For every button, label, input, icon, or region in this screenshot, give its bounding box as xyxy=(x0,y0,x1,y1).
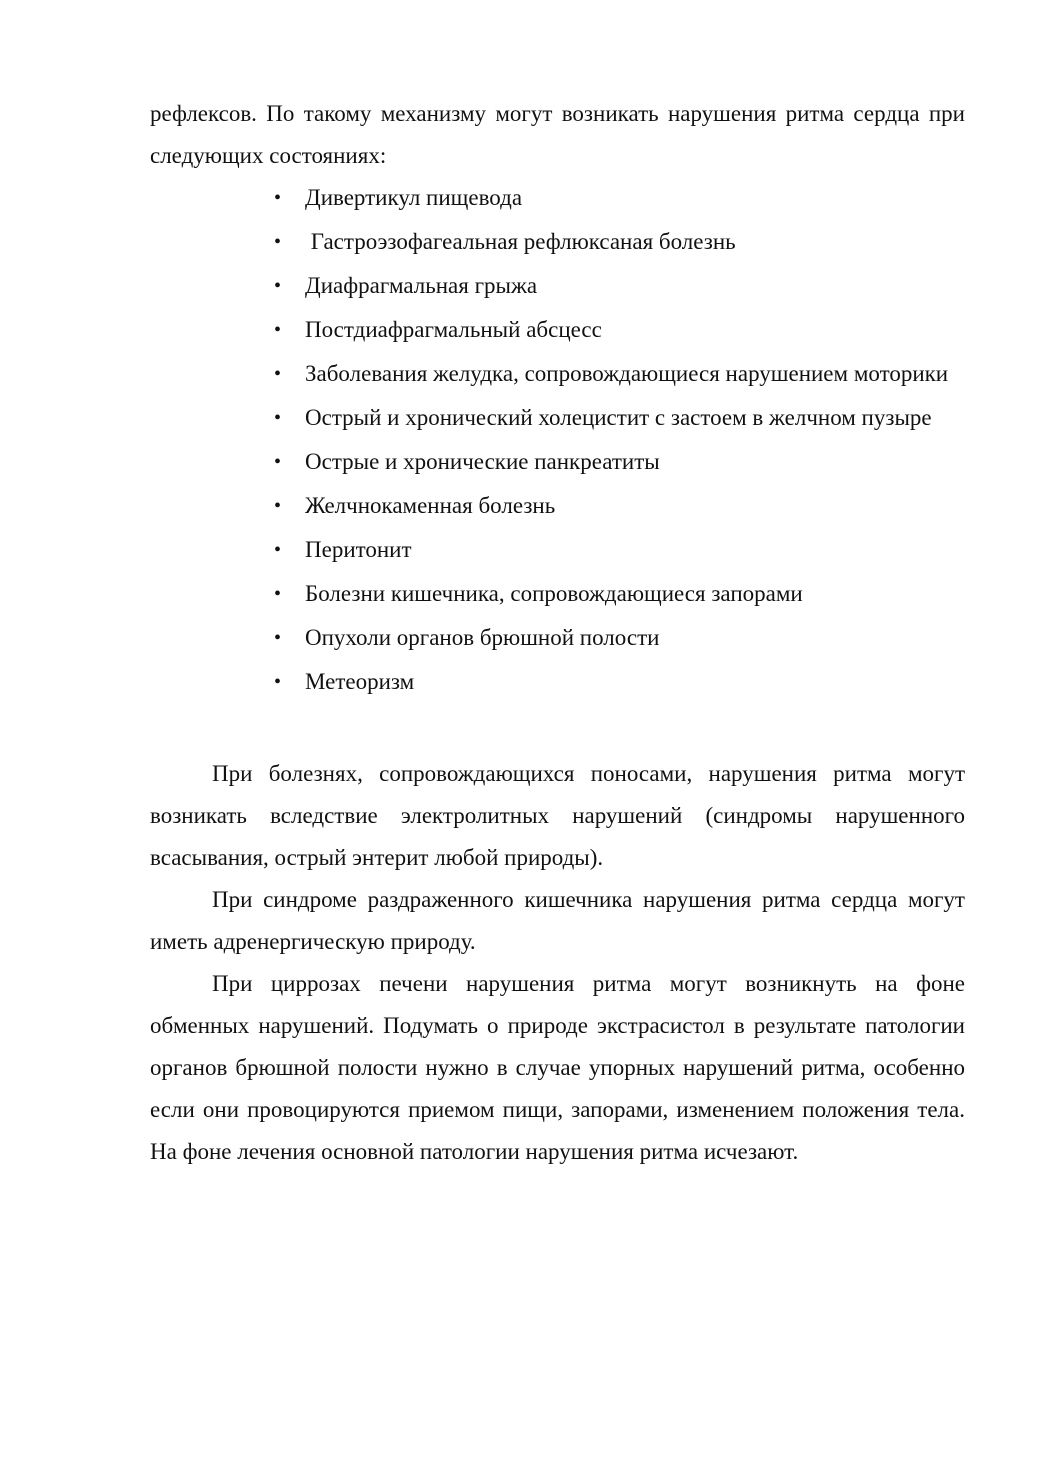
list-item-text: Болезни кишечника, сопровождающиеся запорами xyxy=(305,581,803,606)
list-item-text: Острый и хронический холецистит с застоем в желчном пузыре xyxy=(305,405,932,430)
list-item-text: Перитонит xyxy=(305,537,412,562)
intro-paragraph: рефлексов. По такому механизму могут возникать нарушения ритма сердца при следующих состояниях: xyxy=(150,101,965,168)
list-item xyxy=(274,309,965,351)
list-item-text: Постдиафрагмальный абсцесс xyxy=(305,317,602,342)
list-item xyxy=(274,661,965,703)
list-item-text: Заболевания желудка, сопровождающиеся нарушением моторики xyxy=(305,361,949,386)
list-item xyxy=(274,441,965,483)
paragraph-diarrhea: При болезнях, сопровождающихся поносами, нарушения ритма могут возникать вследствие электролитных нарушений (синдромы нарушенного всасывания, острый энтерит любой природы). xyxy=(150,761,965,870)
bullet-icon: • xyxy=(274,451,282,473)
bullet-icon: • xyxy=(274,275,282,297)
list-item-text: Гастроэзофагеальная рефлюксаная болезнь xyxy=(305,229,736,254)
list-item-text: Желчнокаменная болезнь xyxy=(305,493,556,518)
list-item xyxy=(274,485,965,527)
bullet-icon: • xyxy=(274,363,282,385)
bullet-icon: • xyxy=(274,407,282,429)
list-item xyxy=(274,397,965,439)
list-item xyxy=(274,177,965,219)
bullet-icon: • xyxy=(274,539,282,561)
bullet-icon: • xyxy=(274,583,282,605)
list-item xyxy=(274,353,965,395)
bullet-icon: • xyxy=(274,187,282,209)
bullet-icon: • xyxy=(274,319,282,341)
list-item-text: Опухоли органов брюшной полости xyxy=(305,625,660,650)
list-item xyxy=(274,573,965,615)
list-item xyxy=(274,221,965,263)
list-item xyxy=(274,617,965,659)
bullet-icon: • xyxy=(274,231,282,253)
bullet-icon: • xyxy=(274,495,282,517)
list-item-text: Острые и хронические панкреатиты xyxy=(305,449,660,474)
paragraph-ibs: При синдроме раздраженного кишечника нарушения ритма сердца могут иметь адренергическую природу. xyxy=(150,887,965,954)
document-page xyxy=(150,93,965,1173)
list-item xyxy=(274,265,965,307)
list-item-text: Метеоризм xyxy=(305,669,415,694)
list-item-text: Диафрагмальная грыжа xyxy=(305,273,538,298)
conditions-list xyxy=(150,177,965,703)
paragraph-cirrhosis: При циррозах печени нарушения ритма могут возникнуть на фоне обменных нарушений. Подумать о природе экстрасистол в результате патологии органов брюшной полости нужно в случае упорных нарушений ритма, особенно если они провоцируются приемом пищи, запорами, изменением положения тела. На фоне лечения основной патологии нарушения ритма исчезают. xyxy=(150,971,965,1164)
paragraph-spacer xyxy=(150,705,965,753)
list-item-text: Дивертикул пищевода xyxy=(305,185,523,210)
bullet-icon: • xyxy=(274,671,282,693)
bullet-icon: • xyxy=(274,627,282,649)
list-item xyxy=(274,529,965,571)
